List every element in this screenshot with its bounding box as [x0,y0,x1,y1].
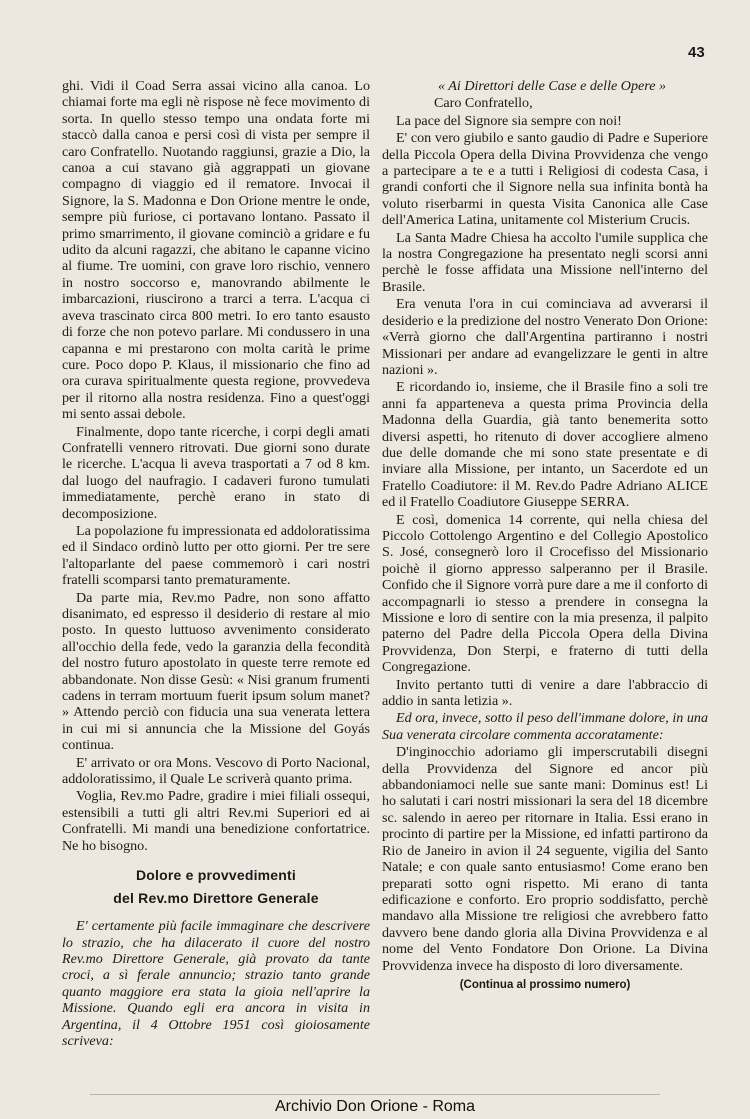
intro-paragraph: E' certamente più facile immaginare che descrivere lo strazio, che ha dilacerato il cuore del nostro Rev.mo Direttore Generale, già provato da tante croci, a sì ferale annuncio; strazio tanto grande quanto maggiore era stata la gioia nell'aprire la Missione. Quando egli era ancora in visita in Argentina, il 4 Ottobre 1951 così gioiosamente scriveva: [62,918,370,1049]
paragraph: Invito pertanto tutti di venire a dare l'abbraccio di addio in santa letizia ». [382,676,708,710]
section-title [62,864,370,910]
paragraph: E' arrivato or ora Mons. Vescovo di Porto Nacional, addoloratissimo, il Quale Le scriverà quanto prima. [62,754,370,788]
paragraph: La Santa Madre Chiesa ha accolto l'umile supplica che la nostra Congregazione ha presentato negli scorsi anni perchè le fosse affidata una Missione nell'interno del Brasile. [382,229,708,295]
paragraph: D'inginocchio adoriamo gli imperscrutabili disegni della Provvidenza del Signore ed ancor più abbandoniamoci nelle sue sante mani: Dominus est! Li ho salutati i cari nostri missionari la sera del 18 dicembre sc. salendo in aereo per ritornare in Italia. Essi erano in procinto di partire per la Missione, ed infatti partirono da Rio de Janeiro in avion il 24 seguente, vigilia del Santo Natale; e con quale santo entusiasmo! Come erano ben preparati sotto ogni rispetto. Mi erano di tanta edificazione e conforto. Ero proprio soddisfatto, perchè mandavo alla Missione tre religiosi che avrebbero fatto davvero bene dando gloria alla Divina Provvidenza e al nome del Vento Fondatore Don Orione. La Divina Provvidenza invece ha disposto di loro diversamente. [382,744,708,974]
italic-text: Ed ora, invece, sotto il peso dell'immane dolore, in una Sua venerata circolare commenta accoratamente: [382,710,708,743]
paragraph: Finalmente, dopo tante ricerche, i corpi degli amati Confratelli vennero ritrovati. Due giorni sono durate le ricerche. L'acqua li aveva trasportati a 7 od 8 km. dal luogo del naufragio. I cadaveri furono tumulati immediatamente, perchè erano in stato di decomposizione. [62,423,370,522]
letter-heading: « Ai Direttori delle Case e delle Opere » [437,78,667,94]
page-number: 43 [688,44,705,61]
footer-divider [90,1094,660,1095]
paragraph: ghi. Vidi il Coad Serra assai vicino alla canoa. Lo chiamai forte ma egli nè rispose nè fece movimento di sorta. In quello stesso tempo una ondata forte mi staccò dalla canoa e persi così di vista per sempre il caro Confratello. Nuotando raggiunsi, grazie a Dio, la canoa a cui stavano già aggrappati un giovane compagno di viaggio ed il rematore. Invocai il Signore, la S. Madonna e Don Orione mentre le onde, sempre più furiose, ci portavano lontano. Passato il primo smarrimento, il giovane cominciò a gridare e fu udito da alcuni ragazzi, che abitano le capanne vicino al fiume. Tre uomini, con grave loro rischio, vennero in nostro soccorso e, manovrando abilmente le imbarcazioni, riuscirono a trarci a terra. L'acqua ci aveva trascinato circa 800 metri. Io ero tanto esausto di forze che non potevo parlare. Mi condussero in una capanna e mi prestarono con molta carità le prime cure. Poco dopo P. Klaus, il missionario che fino ad ora curava spiritualmente questa regione, provvedeva per il ritorno alla nostra residenza. Fino a quest'oggi mi sento assai debole. [62,78,370,423]
archive-footer: Archivio Don Orione - Roma [274,1098,476,1115]
paragraph: La popolazione fu impressionata ed addoloratissima ed il Sindaco ordinò lutto per otto giorni. Per tre sere l'altoparlante del paese commemorò i cari nostri fratelli scomparsi tanto prematuramente. [62,522,370,589]
paragraph: E ricordando io, insieme, che il Brasile fino a soli tre anni fa apparteneva a questa prima Provincia della Madonna della Guardia, già tanto benemerita sotto diversi aspetti, ho ritenuto di dover accogliere almeno due delle domande che mi sono state presentate e di inviare alla Missione, per intanto, un Sacerdote ed un Fratello Coadiutore: il M. Rev.do Padre Adriano ALICE ed il Fratello Coadiutore Giuseppe SERRA. [382,379,708,511]
paragraph: Voglia, Rev.mo Padre, gradire i miei filiali ossequi, estensibili a tutti gli altri Rev.mi Superiori ed ai Confratelli. Mi mandi una benedizione confortatrice. Ne ho bisogno. [62,788,370,854]
right-column [382,78,708,993]
paragraph: Era venuta l'ora in cui cominciava ad avverarsi il desiderio e la predizione del nostro Venerato Don Orione: «Verrà giorno che dall'Argentina partiranno i nostri Missionari per andare ad evangelizzare le genti in altre nazioni ». [382,296,708,378]
continuation-note: (Continua al prossimo numero) [459,978,631,991]
section-title-line: del Rev.mo Direttore Generale [113,890,319,907]
italic-paragraph [382,710,708,743]
paragraph: E' con vero giubilo e santo gaudio di Padre e Superiore della Piccola Opera della Divina Provvidenza che vengo a partecipare a te e a tutti i Religiosi di codesta Casa, i grandi conforti che il Signore nella sua infinita bontà ha voluto riserbarmi in questa Visita Canonica alle Case dell'America Latina, unitamente col Misterium Crucis. [382,130,708,229]
salutation: Caro Confratello, [434,95,533,112]
paragraph: Da parte mia, Rev.mo Padre, non sono affatto disanimato, ed espresso il desiderio di restare al mio posto. In questo luttuoso avvenimento considerato all'occhio della fede, vedo la garanzia della fecondità del nostro futuro apostolato in queste terre remote ed abbandonate. Non disse Gesù: « Nisi granum frumenti cadens in terram mortuum fuerit ipsum solum manet? » Attendo perciò con fiducia una sua venerata lettera in cui mi si annuncia che la Missione del Goyás continua. [62,589,370,754]
paragraph: E così, domenica 14 corrente, qui nella chiesa del Piccolo Cottolengo Argentino e del Collegio Apostolico S. José, consegnerò loro il Crocefisso del Missionario poichè il giorno appresso salperanno per il Brasile. Confido che il Signore vorrà pure dare a me il conforto di accompagnarli io stesso a prendere in consegna la Missione e loro di sentire con la mia presenza, il palpito paterno del Padre della Piccola Opera della Divina Provvidenza, Don Sterpi, e fraterno di tutti della Congregazione. [382,511,708,676]
section-title-line: Dolore e provvedimenti [136,867,296,884]
greeting: La pace del Signore sia sempre con noi! [396,112,622,129]
left-column [62,78,370,1050]
